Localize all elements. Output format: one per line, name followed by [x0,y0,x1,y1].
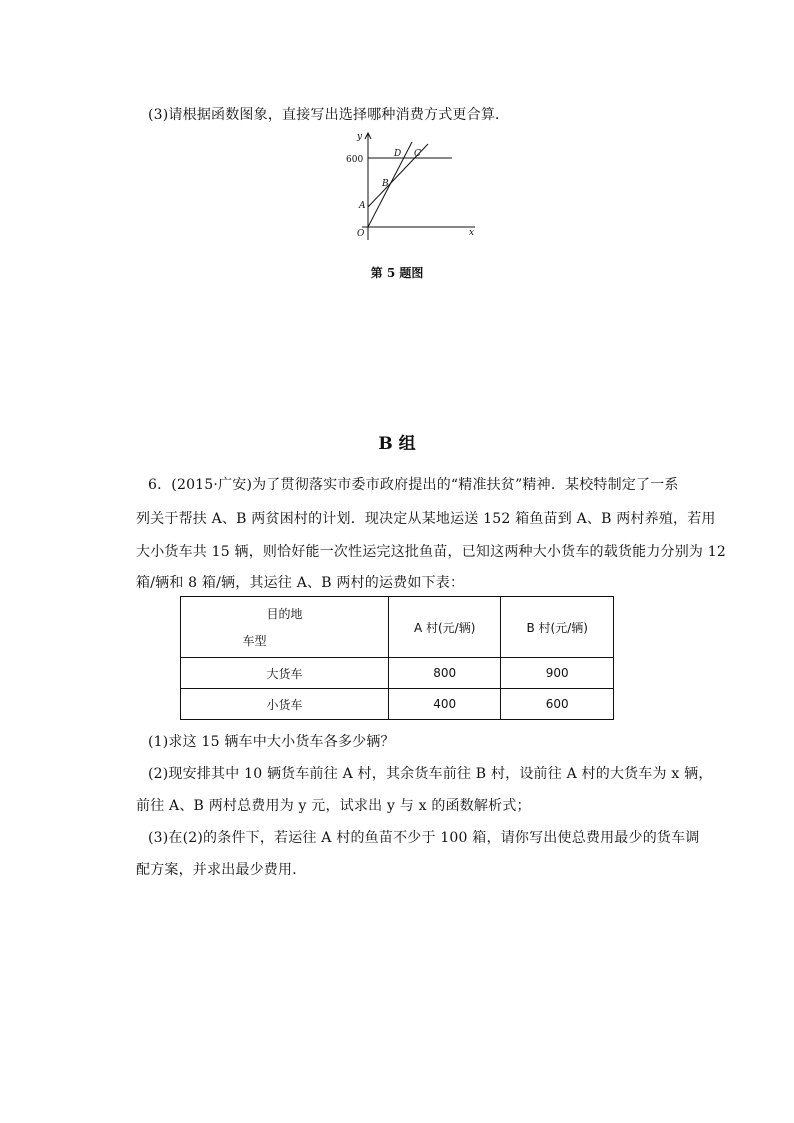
figure-caption: 第 5 题图 [370,266,424,280]
point-b-label: B [382,179,389,189]
table-row [181,658,614,689]
header-village-a: A 村(元/辆) [388,597,501,658]
question-1: (1)求这 15 辆车中大小货车各多少辆？ [148,734,395,750]
origin-label: O [357,229,365,239]
function-graph [340,128,490,248]
corner-destination: 目的地 [266,607,303,621]
tick-600-label: 600 [346,155,364,165]
table-row [181,689,614,720]
point-d-label: D [394,149,402,159]
line-obd [368,142,412,227]
point-a-label: A [359,201,366,211]
row-cost-a: 400 [388,689,501,720]
problem6-line3: 大小货车共 15 辆，则恰好能一次性运完这批鱼苗，已知这两种大小货车的载货能力分别为 12 [136,544,726,560]
freight-table [180,596,614,720]
question-3-line2: 配方案，并求出最少费用． [136,862,307,878]
y-axis-label: y [357,132,363,142]
group-heading: B 组 [378,434,416,454]
question-2-line1: (2)现安排其中 10 辆货车前往 A 村，其余货车前往 B 村，设前往 A 村的大货车为 x 辆， [148,766,713,782]
row-cost-b: 600 [501,689,614,720]
row-cost-a: 800 [388,658,501,689]
problem6-line1: 6．(2015·广安)为了贯彻落实市委市政府提出的“精准扶贫”精神．某校特制定了一系 [148,477,679,493]
corner-vehicle-type: 车型 [242,634,267,648]
row-cost-b: 900 [501,658,614,689]
question-2-line2: 前往 A、B 两村总费用为 y 元，试求出 y 与 x 的函数解析式； [136,798,531,814]
question-3-top: (3)请根据函数图象，直接写出选择哪种消费方式更合算． [148,107,510,123]
x-axis-label: x [469,228,475,238]
problem6-line2: 列关于帮扶 A、B 两贫困村的计划．现决定从某地运送 152 箱鱼苗到 A、B 两村养殖，若用 [136,511,716,527]
row-vehicle-type: 小货车 [181,689,389,720]
question-3-line1: (3)在(2)的条件下，若运往 A 村的鱼苗不少于 100 箱，请你写出使总费用最少的货车调 [148,830,700,846]
problem6-line4: 箱/辆和 8 箱/辆，其运往 A、B 两村的运费如下表： [136,575,465,591]
table-corner-cell [181,597,389,658]
point-c-label: C [414,149,421,159]
header-village-b: B 村(元/辆) [501,597,614,658]
table-header-row [181,597,614,658]
row-vehicle-type: 大货车 [181,658,389,689]
